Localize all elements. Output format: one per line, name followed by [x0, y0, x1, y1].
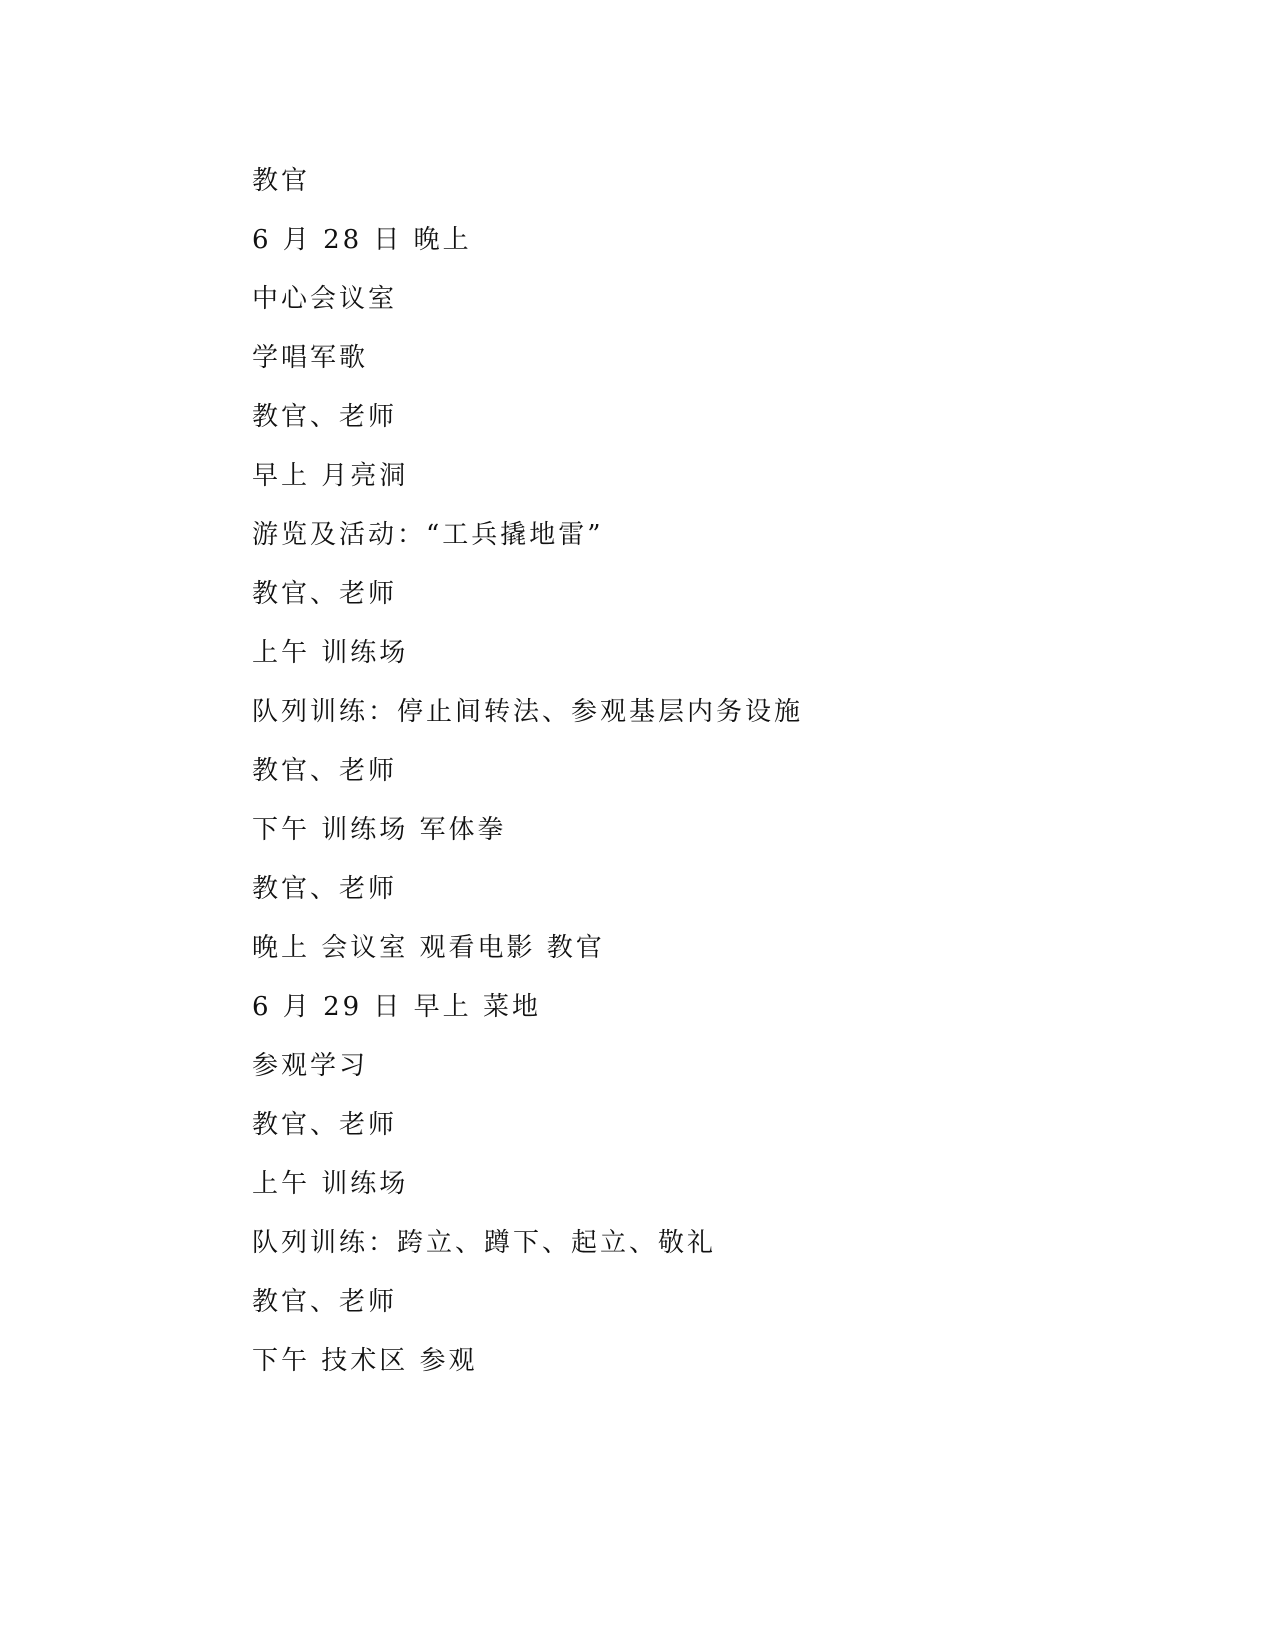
text-line: 教官、老师: [252, 579, 398, 609]
text-line: 学唱军歌: [252, 343, 369, 373]
text-line: 上午 训练场: [252, 638, 409, 668]
text-line: 参观学习: [252, 1051, 369, 1081]
text-line: 教官: [252, 166, 311, 196]
text-line: 早上 月亮洞: [252, 461, 409, 491]
text-line: 教官、老师: [252, 1110, 398, 1140]
text-line: 教官、老师: [252, 874, 398, 904]
document-body: [252, 160, 1152, 1399]
text-line: 中心会议室: [252, 284, 398, 314]
text-line: 下午 技术区 参观: [252, 1346, 478, 1376]
text-line: 教官、老师: [252, 1287, 398, 1317]
text-line: 队列训练：停止间转法、参观基层内务设施: [252, 697, 804, 727]
text-line: 6 月 28 日 晚上: [252, 225, 472, 255]
text-line: 6 月 29 日 早上 菜地: [252, 992, 541, 1022]
text-line: 下午 训练场 军体拳: [252, 815, 507, 845]
text-line: 游览及活动：“工兵撬地雷”: [252, 520, 604, 550]
text-line: 上午 训练场: [252, 1169, 409, 1199]
text-line: 教官、老师: [252, 402, 398, 432]
text-line: 晚上 会议室 观看电影 教官: [252, 933, 605, 963]
text-line: 队列训练：跨立、蹲下、起立、敬礼: [252, 1228, 717, 1258]
text-line: 教官、老师: [252, 756, 398, 786]
